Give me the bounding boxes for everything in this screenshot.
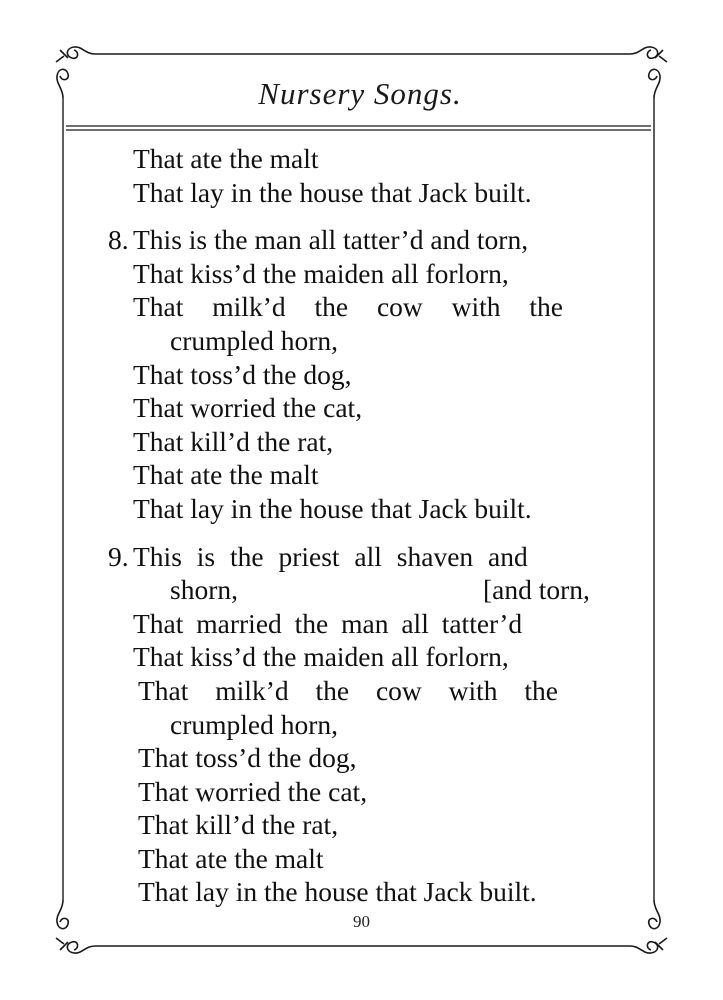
verse-9-line: crumpled horn, — [170, 708, 339, 740]
page-title: Nursery Songs. — [258, 76, 462, 111]
running-header — [60, 70, 660, 118]
verse-8-line: That ate the malt — [133, 459, 319, 491]
verse-9-line: That ate the malt — [138, 842, 324, 874]
verse-9-line: That kill’d the rat, — [138, 809, 339, 841]
verse-9-line: That worried the cat, — [138, 775, 368, 807]
verse-8-line: That milk’d the cow with the — [133, 291, 563, 323]
continuation-line: That lay in the house that Jack built. — [133, 176, 532, 208]
verse-8-line: crumpled horn, — [170, 324, 339, 356]
verse-8-line: That worried the cat, — [133, 392, 363, 424]
verse-9-line: That kiss’d the maiden all forlorn, — [133, 641, 509, 673]
poem-text — [78, 142, 638, 909]
verse-9-line: 9. This is the priest all shaven and — [108, 540, 528, 572]
verse-8-line: That toss’d the dog, — [133, 358, 352, 390]
verse-9-line: That toss’d the dog, — [138, 742, 357, 774]
verse-8-line: That lay in the house that Jack built. — [133, 492, 532, 524]
verse-9-line: That milk’d the cow with the — [138, 674, 558, 706]
verse-9-line: That lay in the house that Jack built. — [138, 876, 537, 908]
continuation-line: That ate the malt — [133, 143, 319, 174]
page-number: 90 — [353, 912, 370, 931]
verse-8-line: That kiss’d the maiden all forlorn, — [133, 257, 509, 289]
verse-8-line: That kill’d the rat, — [133, 425, 334, 457]
verse-8-line: 8. This is the man all tatter’d and torn, — [108, 224, 529, 256]
verse-number: 8. — [108, 224, 129, 256]
verse-number: 9. — [108, 540, 129, 572]
verse-9-line: shorn, [and torn, — [170, 574, 590, 606]
verse-9-line: That married the man all tatter’d — [133, 607, 523, 639]
